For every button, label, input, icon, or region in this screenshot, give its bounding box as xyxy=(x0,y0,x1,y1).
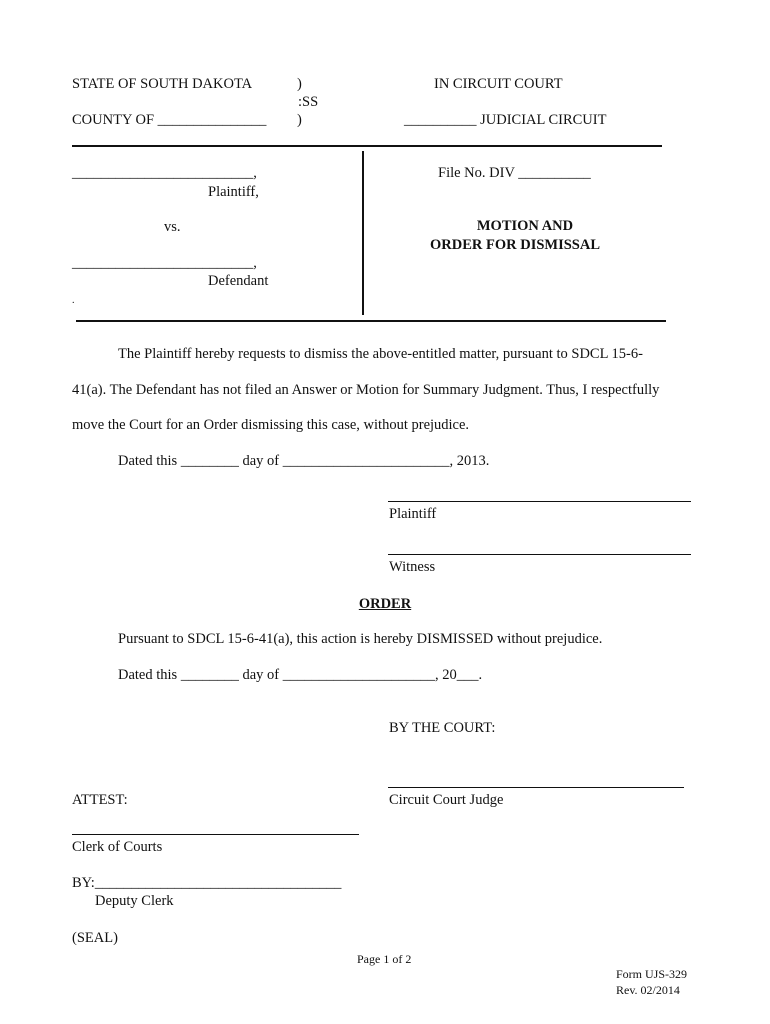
motion-text-line1: The Plaintiff hereby requests to dismiss the above-entitled matter, pursuant to SDCL 15-6- xyxy=(118,346,643,362)
motion-text-line3: move the Court for an Order dismissing this case, without prejudice. xyxy=(72,417,470,433)
order-dated-line: Dated this ________ day of _____________________, 20___. xyxy=(118,667,483,683)
order-text: Pursuant to SDCL 15-6-41(a), this action is hereby DISMISSED without prejudice. xyxy=(118,631,603,647)
versus-label: vs. xyxy=(164,219,181,235)
motion-text-line2: 41(a). The Defendant has not filed an Answer or Motion for Summary Judgment. Thus, I respectfully xyxy=(72,382,660,398)
form-id: Form UJS-329 xyxy=(616,967,688,981)
caption-vertical-divider xyxy=(362,151,364,315)
judge-signature-label: Circuit Court Judge xyxy=(389,792,504,808)
state-label: STATE OF SOUTH DAKOTA xyxy=(72,76,253,92)
witness-signature-line xyxy=(388,554,691,555)
court-label: IN CIRCUIT COURT xyxy=(434,76,563,92)
judicial-circuit-field: __________ JUDICIAL CIRCUIT xyxy=(404,112,607,128)
by-the-court-label: BY THE COURT: xyxy=(389,720,496,736)
deputy-clerk-label: Deputy Clerk xyxy=(95,893,174,909)
defendant-name-field: _________________________, xyxy=(72,255,257,271)
defendant-label: Defendant xyxy=(208,273,269,289)
plaintiff-signature-label: Plaintiff xyxy=(389,506,437,522)
caption-divider-bottom xyxy=(76,320,666,322)
clerk-signature-label: Clerk of Courts xyxy=(72,839,163,855)
file-number-field: File No. DIV __________ xyxy=(438,165,591,181)
attest-label: ATTEST: xyxy=(72,792,128,808)
document-title-line1: MOTION AND xyxy=(476,218,574,234)
seal-label: (SEAL) xyxy=(72,930,118,946)
plaintiff-signature-line xyxy=(388,501,691,502)
document-title-line2: ORDER FOR DISMISSAL xyxy=(430,237,600,253)
clerk-signature-line xyxy=(72,834,359,835)
witness-signature-label: Witness xyxy=(389,559,436,575)
form-revision: Rev. 02/2014 xyxy=(616,983,680,997)
order-heading: ORDER xyxy=(358,596,412,612)
deputy-by-line: BY:__________________________________ xyxy=(72,875,342,891)
motion-dated-line: Dated this ________ day of _______________________, 2013. xyxy=(118,453,490,469)
caption-paren-bottom: ) xyxy=(297,112,302,128)
caption-divider-top xyxy=(72,145,662,147)
page-number: Page 1 of 2 xyxy=(357,952,412,966)
ss-label: :SS xyxy=(298,94,319,110)
stray-mark: . xyxy=(72,295,75,306)
judge-signature-line xyxy=(388,787,684,788)
plaintiff-name-field: _________________________, xyxy=(72,165,257,181)
county-field: COUNTY OF _______________ xyxy=(72,112,267,128)
plaintiff-label: Plaintiff, xyxy=(208,184,259,200)
caption-paren-top: ) xyxy=(297,76,302,92)
